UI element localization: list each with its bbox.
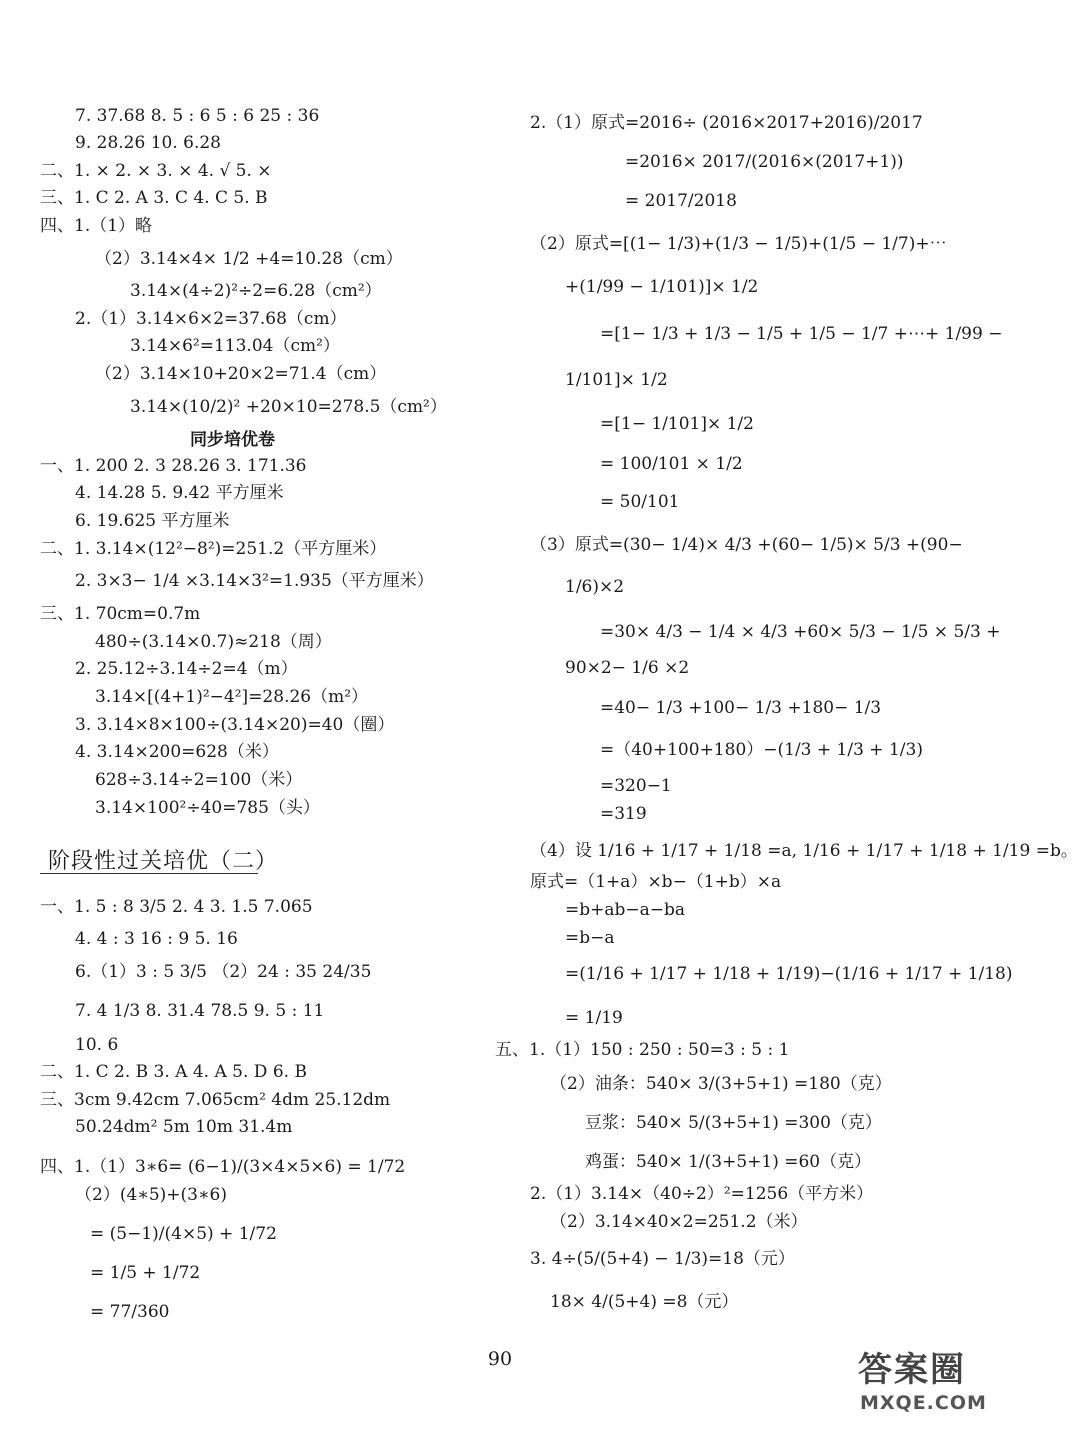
answer-line: 4. 4 : 3 16 : 9 5. 16 bbox=[75, 929, 238, 949]
answer-line: 3.14×6²=113.04（cm²） bbox=[130, 336, 340, 356]
answer-line: =b+ab−a−ba bbox=[565, 900, 686, 920]
answer-line: 3.14×[(4+1)²−4²]=28.26（m²） bbox=[95, 687, 369, 707]
answer-line: 2. 25.12÷3.14÷2=4（m） bbox=[75, 659, 298, 679]
answer-line: （2）3.14×40×2=251.2（米） bbox=[550, 1212, 808, 1232]
answer-line: 6. 19.625 平方厘米 bbox=[75, 511, 230, 531]
answer-line: 1/6)×2 bbox=[565, 577, 625, 597]
answer-line: 1/101]× 1/2 bbox=[565, 370, 668, 390]
answer-line: =[1− 1/3 + 1/3 − 1/5 + 1/5 − 1/7 +⋯+ 1/99 − bbox=[600, 324, 1003, 344]
answer-line: =（40+100+180）−(1/3 + 1/3 + 1/3) bbox=[600, 740, 923, 760]
answer-line: =40− 1/3 +100− 1/3 +180− 1/3 bbox=[600, 698, 882, 718]
heading-underline bbox=[40, 873, 258, 874]
answer-line: （2）3.14×4× 1/2 +4=10.28（cm） bbox=[95, 249, 403, 269]
answer-line: 一、1. 5 : 8 3/5 2. 4 3. 1.5 7.065 bbox=[40, 897, 313, 917]
answer-line: 三、1. C 2. A 3. C 4. C 5. B bbox=[40, 188, 268, 208]
section-title: 同步培优卷 bbox=[190, 430, 275, 450]
answer-line: =[1− 1/101]× 1/2 bbox=[600, 414, 754, 434]
page-number: 90 bbox=[487, 1348, 513, 1370]
answer-line: 3.14×(10/2)² +20×10=278.5（cm²） bbox=[130, 397, 447, 417]
answer-line: 鸡蛋：540× 1/(3+5+1) =60（克） bbox=[585, 1152, 872, 1172]
answer-line: = 100/101 × 1/2 bbox=[600, 454, 743, 474]
answer-line: 10. 6 bbox=[75, 1035, 119, 1055]
answer-line: 四、1.（1）略 bbox=[40, 216, 153, 236]
answer-line: 2.（1）3.14×6×2=37.68（cm） bbox=[75, 309, 347, 329]
answer-line: 3.14×(4÷2)²÷2=6.28（cm²） bbox=[130, 281, 382, 301]
answer-line: =320−1 bbox=[600, 776, 672, 796]
answer-line: 3.14×100²÷40=785（头） bbox=[95, 798, 320, 818]
answer-line: 3. 4÷(5/(5+4) − 1/3)=18（元） bbox=[530, 1249, 795, 1269]
answer-line: 6.（1）3 : 5 3/5 （2）24 : 35 24/35 bbox=[75, 962, 372, 982]
answer-line: = 2017/2018 bbox=[625, 191, 737, 211]
answer-line: 2. 3×3− 1/4 ×3.14×3²=1.935（平方厘米） bbox=[75, 571, 434, 591]
answer-line: = 1/19 bbox=[565, 1008, 623, 1028]
watermark-logo: 答案圈 bbox=[858, 1350, 966, 1390]
answer-line: 4. 3.14×200=628（米） bbox=[75, 742, 279, 762]
answer-line: 2.（1）3.14×（40÷2）²=1256（平方米） bbox=[530, 1184, 874, 1204]
answer-line: （2）3.14×10+20×2=71.4（cm） bbox=[95, 364, 387, 384]
answer-line: =30× 4/3 − 1/4 × 4/3 +60× 5/3 − 1/5 × 5/3 + bbox=[600, 622, 1001, 642]
answer-line: 四、1.（1）3∗6= (6−1)/(3×4×5×6) = 1/72 bbox=[40, 1157, 406, 1177]
answer-line: 50.24dm² 5m 10m 31.4m bbox=[75, 1117, 293, 1137]
answer-line: 二、1. C 2. B 3. A 4. A 5. D 6. B bbox=[40, 1062, 307, 1082]
answer-line: 二、1. 3.14×(12²−8²)=251.2（平方厘米） bbox=[40, 539, 387, 559]
answer-line: （2）(4∗5)+(3∗6) bbox=[75, 1185, 227, 1205]
answer-line: 2.（1）原式=2016÷ (2016×2017+2016)/2017 bbox=[530, 113, 923, 133]
answer-line: =2016× 2017/(2016×(2017+1)) bbox=[625, 152, 904, 172]
answer-line: 豆浆：540× 5/(3+5+1) =300（克） bbox=[585, 1113, 882, 1133]
answer-line: 五、1.（1）150 : 250 : 50=3 : 5 : 1 bbox=[495, 1040, 790, 1060]
answer-line: 480÷(3.14×0.7)≈218（周） bbox=[95, 632, 332, 652]
answer-line: （2）油条：540× 3/(3+5+1) =180（克） bbox=[550, 1074, 892, 1094]
answer-line: 9. 28.26 10. 6.28 bbox=[75, 133, 221, 153]
watermark-url: MXQE.COM bbox=[860, 1392, 987, 1414]
answer-line: 7. 4 1/3 8. 31.4 78.5 9. 5 : 11 bbox=[75, 1001, 325, 1021]
answer-line: 18× 4/(5+4) =8（元） bbox=[550, 1292, 739, 1312]
answer-line: （2）原式=[(1− 1/3)+(1/3 − 1/5)+(1/5 − 1/7)+⋯ bbox=[530, 234, 947, 254]
answer-line: 90×2− 1/6 ×2 bbox=[565, 658, 690, 678]
answer-line: =319 bbox=[600, 804, 647, 824]
answer-line: = (5−1)/(4×5) + 1/72 bbox=[90, 1224, 277, 1244]
answer-line: 三、3cm 9.42cm 7.065cm² 4dm 25.12dm bbox=[40, 1090, 391, 1110]
answer-line: 原式=（1+a）×b−（1+b）×a bbox=[530, 872, 782, 892]
answer-line: 3. 3.14×8×100÷(3.14×20)=40（圈） bbox=[75, 715, 395, 735]
answer-line: =b−a bbox=[565, 928, 615, 948]
answer-line: 二、1. × 2. × 3. × 4. √ 5. × bbox=[40, 161, 272, 181]
answer-line: = 1/5 + 1/72 bbox=[90, 1263, 201, 1283]
answer-line: 三、1. 70cm=0.7m bbox=[40, 604, 201, 624]
answer-line: 7. 37.68 8. 5 : 6 5 : 6 25 : 36 bbox=[75, 106, 320, 126]
answer-line: 一、1. 200 2. 3 28.26 3. 171.36 bbox=[40, 456, 307, 476]
answer-line: = 50/101 bbox=[600, 492, 680, 512]
answer-line: = 77/360 bbox=[90, 1302, 170, 1322]
answer-line: =(1/16 + 1/17 + 1/18 + 1/19)−(1/16 + 1/17 + 1/18) bbox=[565, 964, 1013, 984]
answer-line: +(1/99 − 1/101)]× 1/2 bbox=[565, 277, 759, 297]
chapter-heading: 阶段性过关培优（二） bbox=[48, 849, 279, 874]
answer-line: （3）原式=(30− 1/4)× 4/3 +(60− 1/5)× 5/3 +(90− bbox=[530, 535, 963, 555]
answer-line: （4）设 1/16 + 1/17 + 1/18 =a, 1/16 + 1/17 + 1/18 + 1/19 =b。 bbox=[530, 841, 1078, 861]
answer-line: 4. 14.28 5. 9.42 平方厘米 bbox=[75, 483, 284, 503]
answer-line: 628÷3.14÷2=100（米） bbox=[95, 770, 303, 790]
